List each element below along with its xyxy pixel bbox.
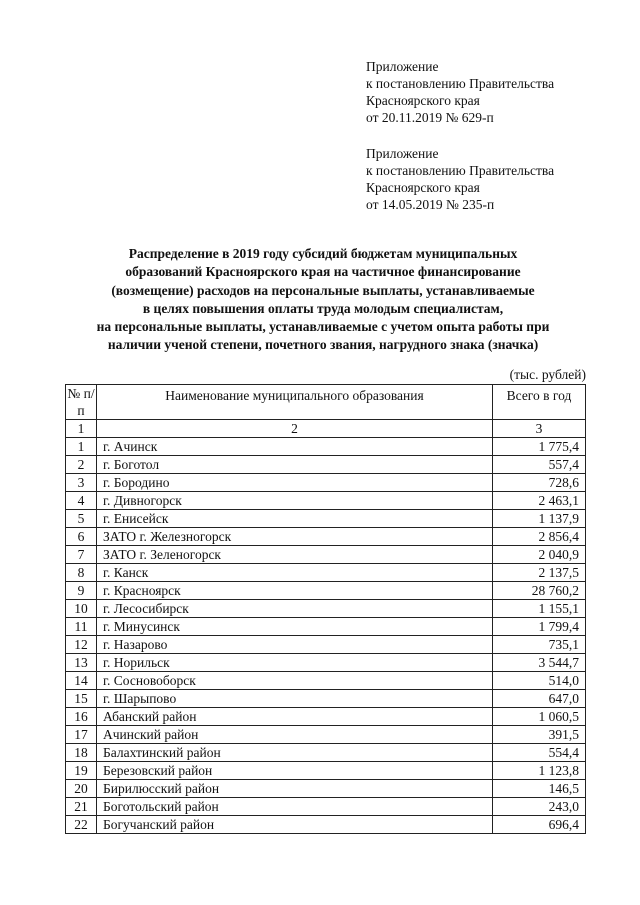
municipality-name: Березовский район [97,762,493,780]
table-row [66,762,586,780]
table-row [66,690,586,708]
municipality-name: Балахтинский район [97,744,493,762]
municipality-name: г. Назарово [97,636,493,654]
index-cell: 2 [97,420,493,438]
municipality-name: г. Канск [97,564,493,582]
row-number: 20 [66,780,97,798]
document-title [40,245,606,355]
index-cell: 1 [66,420,97,438]
table-row [66,780,586,798]
table-row [66,546,586,564]
row-total: 2 463,1 [493,492,586,510]
row-number: 4 [66,492,97,510]
municipality-name: ЗАТО г. Железногорск [97,528,493,546]
table-row [66,438,586,456]
municipality-name: Абанский район [97,708,493,726]
row-total: 1 137,9 [493,510,586,528]
header-total: Всего в год [493,385,586,420]
table-row [66,618,586,636]
row-number: 3 [66,474,97,492]
row-total: 28 760,2 [493,582,586,600]
row-total: 1 060,5 [493,708,586,726]
table-row [66,582,586,600]
attachment-region: Красноярского края [366,93,480,108]
column-index-row [66,420,586,438]
attachment-header-1 [366,58,554,126]
municipality-name: г. Енисейск [97,510,493,528]
title-line: в целях повышения оплаты труда молодым специалистам, [142,300,504,316]
attachment-resolution: к постановлению Правительства [366,76,555,91]
table-row [66,708,586,726]
table-row [66,798,586,816]
municipality-name: г. Минусинск [97,618,493,636]
municipality-name: г. Дивногорск [97,492,493,510]
row-total: 554,4 [493,744,586,762]
row-total: 2 040,9 [493,546,586,564]
table-row [66,528,586,546]
row-number: 15 [66,690,97,708]
municipality-name: г. Бородино [97,474,493,492]
municipality-name: г. Норильск [97,654,493,672]
row-total: 1 799,4 [493,618,586,636]
title-line: Распределение в 2019 году субсидий бюджетам муниципальных [128,246,518,261]
title-line: наличии ученой степени, почетного звания, нагрудного знака (значка) [107,337,539,353]
row-total: 2 137,5 [493,564,586,582]
row-total: 146,5 [493,780,586,798]
attachment-resolution: к постановлению Правительства [366,163,555,178]
attachment-header-2 [366,145,554,213]
table-row [66,816,586,834]
row-number: 6 [66,528,97,546]
table-row [66,600,586,618]
row-number: 21 [66,798,97,816]
row-number: 22 [66,816,97,834]
row-number: 10 [66,600,97,618]
row-total: 391,5 [493,726,586,744]
row-number: 7 [66,546,97,564]
row-total: 3 544,7 [493,654,586,672]
table-row [66,510,586,528]
table-row [66,456,586,474]
table-row [66,492,586,510]
municipality-name: г. Шарыпово [97,690,493,708]
row-number: 18 [66,744,97,762]
index-cell: 3 [493,420,586,438]
attachment-label: Приложение [366,146,439,161]
municipality-name: Ачинский район [97,726,493,744]
title-line: на персональные выплаты, устанавливаемые с учетом опыта работы при [96,319,550,335]
row-total: 2 856,4 [493,528,586,546]
table-row [66,744,586,762]
row-number: 13 [66,654,97,672]
row-total: 647,0 [493,690,586,708]
row-number: 5 [66,510,97,528]
row-number: 9 [66,582,97,600]
attachment-date: от 20.11.2019 № 629-п [366,110,494,125]
table-row [66,636,586,654]
row-number: 16 [66,708,97,726]
table-row [66,564,586,582]
municipality-name: Бирилюсский район [97,780,493,798]
row-total: 728,6 [493,474,586,492]
table-row [66,654,586,672]
attachment-region: Красноярского края [366,180,480,195]
table-row [66,474,586,492]
municipality-name: г. Сосновоборск [97,672,493,690]
row-total: 557,4 [493,456,586,474]
title-line: образований Красноярского края на частичное финансирование [125,264,521,280]
row-number: 1 [66,438,97,456]
row-number: 12 [66,636,97,654]
table-row [66,726,586,744]
table-header-row [66,385,586,420]
municipality-name: ЗАТО г. Зеленогорск [97,546,493,564]
row-total: 243,0 [493,798,586,816]
row-total: 735,1 [493,636,586,654]
municipality-name: г. Боготол [97,456,493,474]
header-name: Наименование муниципального образования [97,385,493,420]
row-total: 1 775,4 [493,438,586,456]
attachment-date: от 14.05.2019 № 235-п [366,197,495,212]
row-total: 514,0 [493,672,586,690]
row-number: 14 [66,672,97,690]
units-label: (тыс. рублей) [509,367,586,382]
row-number: 17 [66,726,97,744]
municipality-name: г. Ачинск [97,438,493,456]
municipality-name: г. Красноярск [97,582,493,600]
row-number: 8 [66,564,97,582]
row-total: 1 155,1 [493,600,586,618]
municipality-name: Богучанский район [97,816,493,834]
row-total: 1 123,8 [493,762,586,780]
subsidy-table [65,384,586,834]
row-number: 2 [66,456,97,474]
municipality-name: г. Лесосибирск [97,600,493,618]
attachment-label: Приложение [366,59,439,74]
title-line: (возмещение) расходов на персональные выплаты, устанавливаемые [111,282,535,298]
row-number: 11 [66,618,97,636]
table-row [66,672,586,690]
row-number: 19 [66,762,97,780]
municipality-name: Боготольский район [97,798,493,816]
header-num: № п/п [67,386,95,418]
row-total: 696,4 [493,816,586,834]
